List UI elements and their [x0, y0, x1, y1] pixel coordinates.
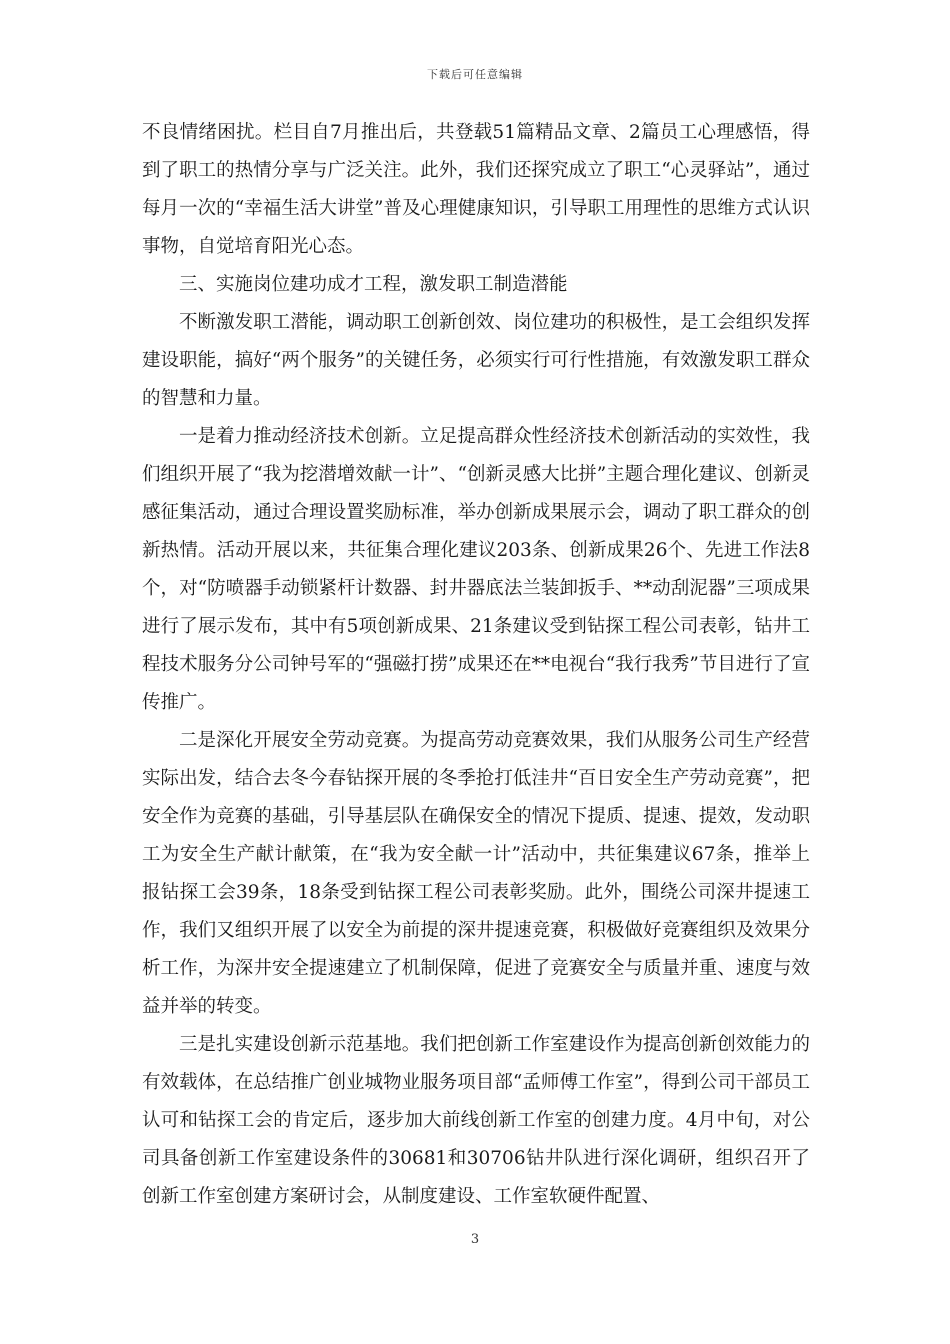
page-number: 3	[470, 1232, 480, 1247]
paragraph-safety-competition: 二是深化开展安全劳动竞赛。为提高劳动竞赛效果，我们从服务公司生产经营实际出发，结合去冬今春钻探开展的冬季抢打低洼井“百日安全生产劳动竞赛”，把安全作为竞赛的基础，引导基层队在确保安全的情况下提质、提速、提效，发动职工为安全生产献计献策，在“我为安全献一计”活动中，共征集建议67条，推举上报钻探工会39条，18条受到钻探工程公司表彰奖励。此外，围绕公司深井提速工作，我们又组织开展了以安全为前提的深井提速竞赛，积极做好竞赛组织及效果分析工作，为深井安全提速建立了机制保障，促进了竞赛安全与质量并重、速度与效益并举的转变。	[142, 730, 810, 1017]
paragraph-continuation: 不良情绪困扰。栏目自7月推出后，共登载51篇精品文章、2篇员工心理感悟，得到了职工的热情分享与广泛关注。此外，我们还探究成立了职工“心灵驿站”，通过每月一次的“幸福生活大讲堂”普及心理健康知识，引导职工用理性的思维方式认识事物，自觉培育阳光心态。	[142, 122, 810, 257]
paragraph-intro: 不断激发职工潜能，调动职工创新创效、岗位建功的积极性，是工会组织发挥建设职能，搞好“两个服务”的关键任务，必须实行可行性措施，有效激发职工群众的智慧和力量。	[142, 312, 810, 409]
page-header: 下载后可任意编辑	[427, 68, 523, 81]
section-heading: 三、实施岗位建功成才工程，激发职工制造潜能	[179, 274, 568, 295]
paragraph-innovation: 一是着力推动经济技术创新。立足提高群众性经济技术创新活动的实效性，我们组织开展了“我为挖潜增效献一计”、“创新灵感大比拼”主题合理化建议、创新灵感征集活动，通过合理设置奖励标准，举办创新成果展示会，调动了职工群众的创新热情。活动开展以来，共征集合理化建议203条、创新成果26个、先进工作法8个，对“防喷器手动锁紧杆计数器、封井器底法兰装卸扳手、**动刮泥器”三项成果进行了展示发布，其中有5项创新成果、21条建议受到钻探工程公司表彰，钻井工程技术服务分公司钟号军的“强磁打捞”成果还在**电视台“我行我秀”节目进行了宣传推广。	[142, 426, 810, 713]
paragraph-demonstration-base: 三是扎实建设创新示范基地。我们把创新工作室建设作为提高创新创效能力的有效载体，在总结推广创业城物业服务项目部“孟师傅工作室”，得到公司干部员工认可和钻探工会的肯定后，逐步加大前线创新工作室的创建力度。4月中旬，对公司具备创新工作室建设条件的30681和30706钻井队进行深化调研，组织召开了创新工作室创建方案研讨会，从制度建设、工作室软硬件配置、	[142, 1034, 810, 1207]
document-body	[142, 114, 810, 1216]
